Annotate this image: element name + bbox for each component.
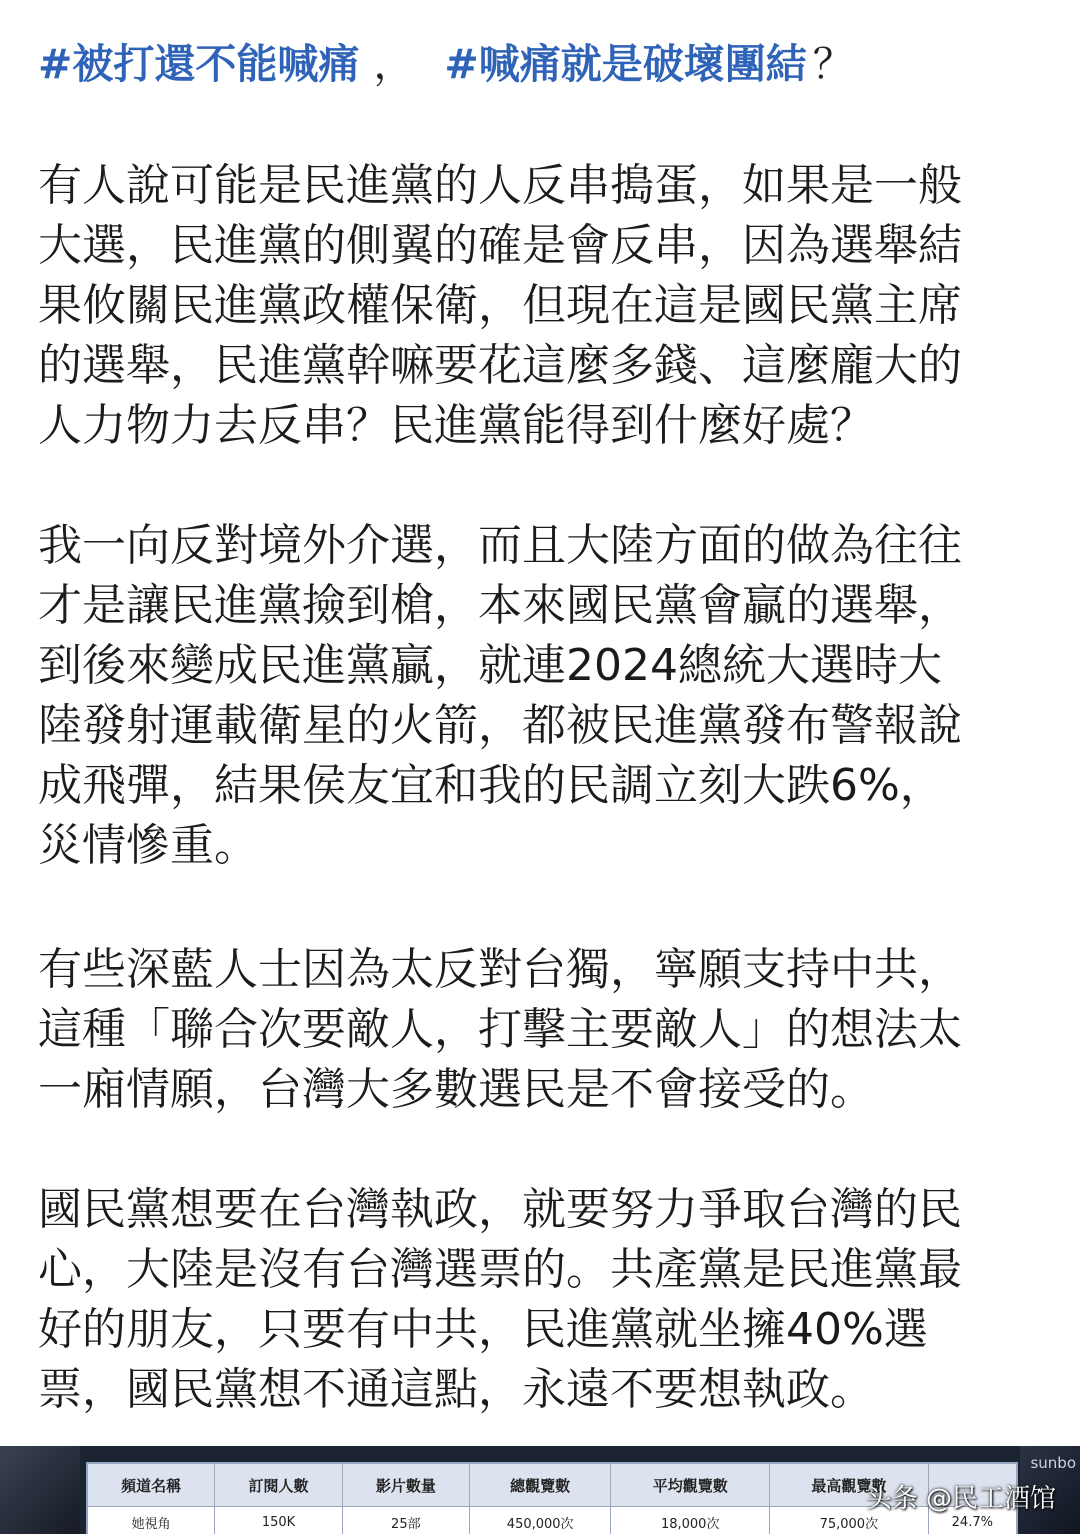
column-header: 頻道名稱 bbox=[88, 1464, 215, 1507]
hashtag-line bbox=[38, 36, 1048, 92]
hashtag-link-1[interactable]: #被打還不能喊痛 bbox=[38, 40, 360, 88]
column-header: 平均觀覽數 bbox=[611, 1464, 770, 1507]
text-line: 票，國民黨想不通這點，永遠不要想執政。 bbox=[38, 1364, 874, 1415]
text-line: 大選，民進黨的側翼的確是會反串，因為選舉結 bbox=[38, 220, 962, 271]
table-cell: 75,000次 bbox=[770, 1507, 929, 1534]
table-cell: 24.7% bbox=[928, 1507, 1016, 1534]
hashtag-link-2[interactable]: #喊痛就是破壞團結 bbox=[444, 40, 807, 88]
paragraph-3 bbox=[38, 940, 1044, 1120]
embedded-image-edge-left bbox=[0, 1446, 80, 1534]
table-cell: 18,000次 bbox=[611, 1507, 770, 1534]
column-header: 總觀覽數 bbox=[469, 1464, 610, 1507]
text-line: 國民黨想要在台灣執政，就要努力爭取台灣的民 bbox=[38, 1184, 962, 1235]
text-line: 果攸關民進黨政權保衛，但現在這是國民黨主席 bbox=[38, 280, 962, 331]
embedded-brand-text: sunbo bbox=[1030, 1454, 1076, 1472]
text-line: 人力物力去反串？民進黨能得到什麼好處？ bbox=[38, 400, 874, 451]
table-cell: 她視角 bbox=[88, 1507, 215, 1534]
text-line: 的選舉，民進黨幹嘛要花這麼多錢、這麼龐大的 bbox=[38, 340, 962, 391]
paragraph-4 bbox=[38, 1180, 1044, 1420]
text-line: 有些深藍人士因為太反對台獨，寧願支持中共， bbox=[38, 944, 962, 995]
table-cell: 450,000次 bbox=[469, 1507, 610, 1534]
text-line: 成飛彈，結果侯友宜和我的民調立刻大跌6%， bbox=[38, 760, 944, 811]
text-line: 才是讓民進黨撿到槍，本來國民黨會贏的選舉， bbox=[38, 580, 962, 631]
text-line: 陸發射運載衛星的火箭，都被民進黨發布警報說 bbox=[38, 700, 962, 751]
text-line: 這種「聯合次要敵人，打擊主要敵人」的想法太 bbox=[38, 1004, 962, 1055]
text-line: 有人說可能是民進黨的人反串搗蛋，如果是一般 bbox=[38, 160, 962, 211]
column-header: 最高觀覽數 bbox=[770, 1464, 929, 1507]
column-header: 影片數量 bbox=[342, 1464, 469, 1507]
hashtag-separator: ， bbox=[373, 40, 415, 88]
text-line: 好的朋友，只要有中共，民進黨就坐擁40%選 bbox=[38, 1304, 928, 1355]
toutiao-watermark: 头条 @民工酒馆 bbox=[865, 1484, 1056, 1514]
paragraph-1 bbox=[38, 156, 1044, 456]
text-line: 一廂情願，台灣大多數選民是不會接受的。 bbox=[38, 1064, 874, 1115]
text-line: 到後來變成民進黨贏，就連2024總統大選時大 bbox=[38, 640, 942, 691]
hashtag-question-mark: ？ bbox=[812, 40, 854, 88]
text-line: 我一向反對境外介選，而且大陸方面的做為往往 bbox=[38, 520, 962, 571]
column-header: 訂閱人數 bbox=[215, 1464, 342, 1507]
table-cell: 25部 bbox=[342, 1507, 469, 1534]
paragraph-2 bbox=[38, 516, 1044, 876]
table-cell: 150K bbox=[215, 1507, 342, 1534]
text-line: 災情慘重。 bbox=[38, 820, 258, 871]
text-line: 心，大陸是沒有台灣選票的。共產黨是民進黨最 bbox=[38, 1244, 962, 1295]
